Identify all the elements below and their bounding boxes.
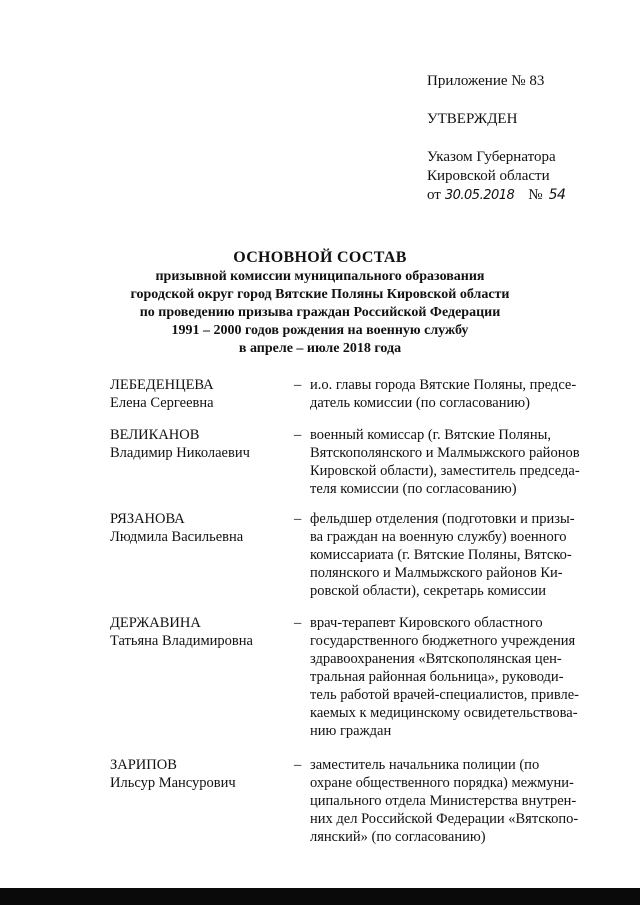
member-surname: ЛЕБЕДЕНЦЕВА bbox=[110, 377, 214, 393]
decree-date-line bbox=[427, 186, 627, 205]
date-prefix: от bbox=[427, 187, 441, 203]
title-line-5: в апреле – июле 2018 года bbox=[238, 341, 402, 356]
role-line: комиссариата (г. Вятские Поляны, Вятско- bbox=[310, 547, 572, 563]
role-line: ципального отдела Министерства внутрен- bbox=[310, 793, 577, 809]
member-surname: РЯЗАНОВА bbox=[110, 511, 185, 527]
role-line: военный комиссар (г. Вятские Поляны, bbox=[310, 427, 551, 443]
member-surname: ДЕРЖАВИНА bbox=[110, 615, 201, 631]
member-dash: – bbox=[294, 511, 302, 527]
role-line: каемых к медицинскому освидетельствова- bbox=[310, 705, 578, 721]
role-line: здравоохранения «Вятскополянская цен- bbox=[310, 651, 562, 667]
role-line: полянского и Малмыжского районов Ки- bbox=[310, 565, 563, 581]
role-line: тральная районная больница», руководи- bbox=[310, 669, 564, 685]
member-entry bbox=[110, 614, 598, 740]
member-given-name: Татьяна Владимировна bbox=[110, 633, 253, 649]
title-line-1: призывной комиссии муниципального образования bbox=[155, 269, 485, 284]
member-name bbox=[110, 510, 294, 600]
role-line: охране общественного порядка) межмуни- bbox=[310, 775, 574, 791]
member-dash: – bbox=[294, 377, 302, 393]
member-entry bbox=[110, 510, 598, 600]
member-given-name: Людмила Васильевна bbox=[110, 529, 244, 545]
title-line-2: городской округ город Вятские Поляны Кировской области bbox=[130, 287, 510, 302]
role-line: заместитель начальника полиции (по bbox=[310, 757, 540, 773]
role-line: Вятскополянского и Малмыжского районов bbox=[310, 445, 580, 461]
handwritten-number: 54 bbox=[548, 187, 566, 203]
member-dash: – bbox=[294, 757, 302, 773]
role-line: врач-терапевт Кировского областного bbox=[310, 615, 543, 631]
role-line: датель комиссии (по согласованию) bbox=[310, 395, 530, 411]
member-entry bbox=[110, 376, 598, 412]
decree-line-2: Кировской области bbox=[427, 168, 550, 184]
member-entry bbox=[110, 756, 598, 846]
member-name bbox=[110, 376, 294, 412]
document-title bbox=[100, 248, 540, 358]
appendix-number: Приложение № 83 bbox=[427, 73, 545, 89]
role-line: нию граждан bbox=[310, 723, 392, 739]
member-dash: – bbox=[294, 427, 302, 443]
number-prefix: № bbox=[528, 187, 543, 203]
title-line-3: по проведению призыва граждан Российской Федерации bbox=[139, 305, 501, 320]
member-given-name: Владимир Николаевич bbox=[110, 445, 250, 461]
member-role bbox=[310, 426, 598, 498]
members-list bbox=[110, 376, 598, 846]
role-line: ва граждан на военную службу) военного bbox=[310, 529, 567, 545]
role-line: ровской области), секретарь комиссии bbox=[310, 583, 547, 599]
title-main: ОСНОВНОЙ СОСТАВ bbox=[233, 249, 407, 266]
member-role bbox=[310, 614, 598, 740]
member-surname: ВЕЛИКАНОВ bbox=[110, 427, 200, 443]
member-role bbox=[310, 510, 598, 600]
member-given-name: Елена Сергеевна bbox=[110, 395, 214, 411]
role-line: Кировской области), заместитель председа- bbox=[310, 463, 580, 479]
approved-label: УТВЕРЖДЕН bbox=[427, 111, 518, 127]
role-line: и.о. главы города Вятские Поляны, предсе- bbox=[310, 377, 577, 393]
member-surname: ЗАРИПОВ bbox=[110, 757, 177, 773]
role-line: тель работой врачей-специалистов, привле- bbox=[310, 687, 579, 703]
member-entry bbox=[110, 426, 598, 498]
handwritten-date: 30.05.2018 bbox=[444, 188, 515, 203]
member-given-name: Ильсур Мансурович bbox=[110, 775, 236, 791]
role-line: государственного бюджетного учреждения bbox=[310, 633, 576, 649]
member-name bbox=[110, 756, 294, 846]
role-line: фельдшер отделения (подготовки и призы- bbox=[310, 511, 575, 527]
member-dash: – bbox=[294, 615, 302, 631]
approval-block bbox=[427, 72, 627, 205]
member-role bbox=[310, 376, 598, 412]
scan-edge-bar bbox=[0, 888, 640, 905]
role-line: теля комиссии (по согласованию) bbox=[310, 481, 517, 497]
member-name bbox=[110, 614, 294, 740]
member-name bbox=[110, 426, 294, 498]
member-role bbox=[310, 756, 598, 846]
role-line: лянский» (по согласованию) bbox=[310, 829, 486, 845]
title-line-4: 1991 – 2000 годов рождения на военную службу bbox=[171, 323, 469, 338]
decree-line-1: Указом Губернатора bbox=[427, 149, 556, 165]
role-line: них дел Российской Федерации «Вятскопо- bbox=[310, 811, 579, 827]
